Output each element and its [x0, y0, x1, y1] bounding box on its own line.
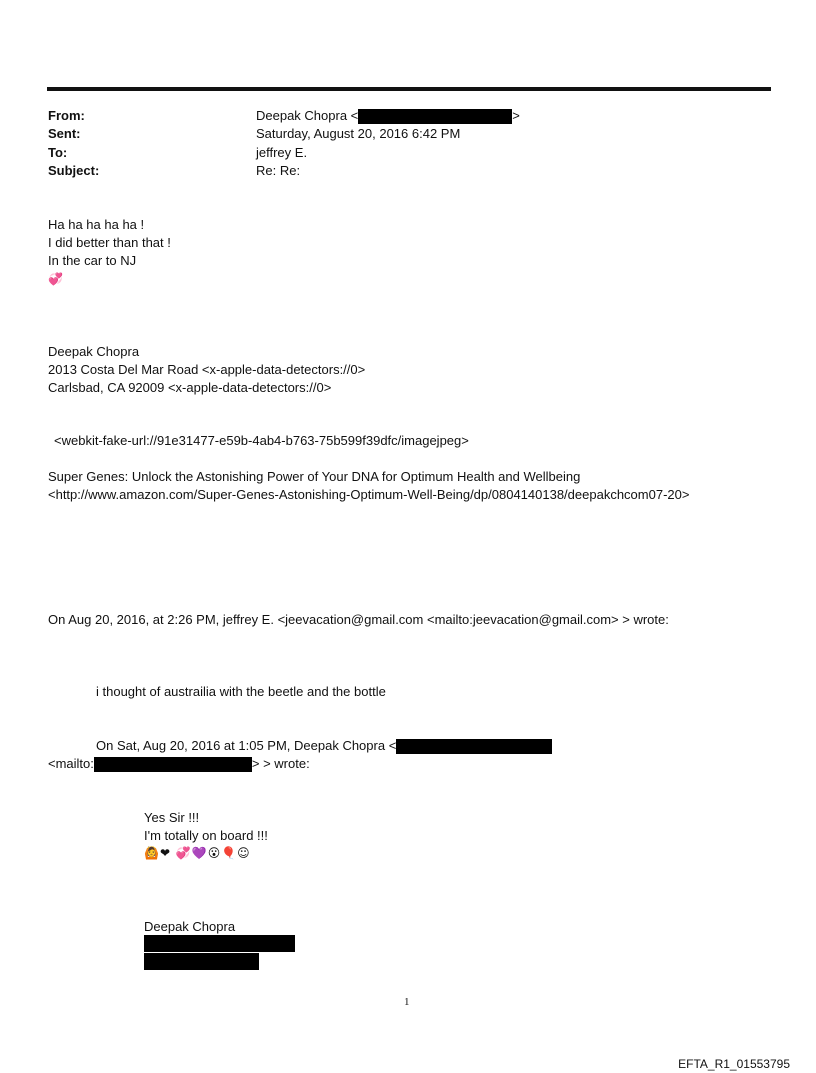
redaction-bar — [144, 935, 295, 952]
hearts-icon: 💞 — [48, 272, 64, 286]
webkit-image-link[interactable]: <webkit-fake-url://91e31477-e59b-4ab4-b763-75b599f39dfc/imagejpeg> — [54, 433, 469, 448]
subject-label: Subject: — [48, 163, 100, 178]
redaction-bar — [396, 739, 552, 754]
subject-value: Re: Re: — [256, 163, 301, 178]
body-line-3: In the car to NJ — [48, 253, 137, 268]
quote2-intro-text: On Sat, Aug 20, 2016 at 1:05 PM, Deepak Chopra < — [96, 738, 397, 753]
sent-label: Sent: — [48, 126, 81, 141]
emoji-row-icon: 🙆❤ 💞💜😮🎈☺ — [144, 846, 251, 860]
signature-name: Deepak Chopra — [48, 344, 140, 359]
mailto-prefix: <mailto: — [48, 756, 94, 771]
book-url[interactable]: <http://www.amazon.com/Super-Genes-Astonishing-Optimum-Well-Being/dp/0804140138/deepakchcom07-20> — [48, 487, 690, 502]
quote2-signature-name: Deepak Chopra — [144, 919, 236, 934]
quote2-intro — [96, 738, 552, 754]
page-number: 1 — [404, 996, 410, 1008]
from-label: From: — [48, 108, 85, 123]
quote2-mailto — [48, 756, 310, 772]
quote2-wrote: > > wrote: — [251, 756, 310, 771]
quote2-line-1: Yes Sir !!! — [144, 810, 200, 825]
book-title: Super Genes: Unlock the Astonishing Power of Your DNA for Optimum Health and Wellbeing — [48, 469, 581, 484]
from-name: Deepak Chopra < — [256, 108, 359, 123]
quote1-intro: On Aug 20, 2016, at 2:26 PM, jeffrey E. <jeevacation@gmail.com <mailto:jeevacation@gmail.com> > wrote: — [48, 612, 669, 627]
body-line-2: I did better than that ! — [48, 235, 171, 250]
bates-number: EFTA_R1_01553795 — [678, 1057, 790, 1071]
to-label: To: — [48, 145, 68, 160]
redaction-bar — [144, 953, 259, 970]
redaction-bar — [358, 109, 512, 124]
quote2-line-2: I'm totally on board !!! — [144, 828, 268, 843]
redaction-bar — [94, 757, 252, 772]
sent-value: Saturday, August 20, 2016 6:42 PM — [256, 126, 461, 141]
signature-address-2: Carlsbad, CA 92009 <x-apple-data-detectors://0> — [48, 380, 332, 395]
from-value — [256, 108, 520, 124]
quote1-text: i thought of austrailia with the beetle and the bottle — [96, 684, 386, 699]
to-value: jeffrey E. — [256, 145, 308, 160]
header-rule — [47, 87, 771, 91]
from-close: > — [512, 108, 520, 123]
signature-address-1: 2013 Costa Del Mar Road <x-apple-data-detectors://0> — [48, 362, 366, 377]
body-line-1: Ha ha ha ha ha ! — [48, 217, 145, 232]
